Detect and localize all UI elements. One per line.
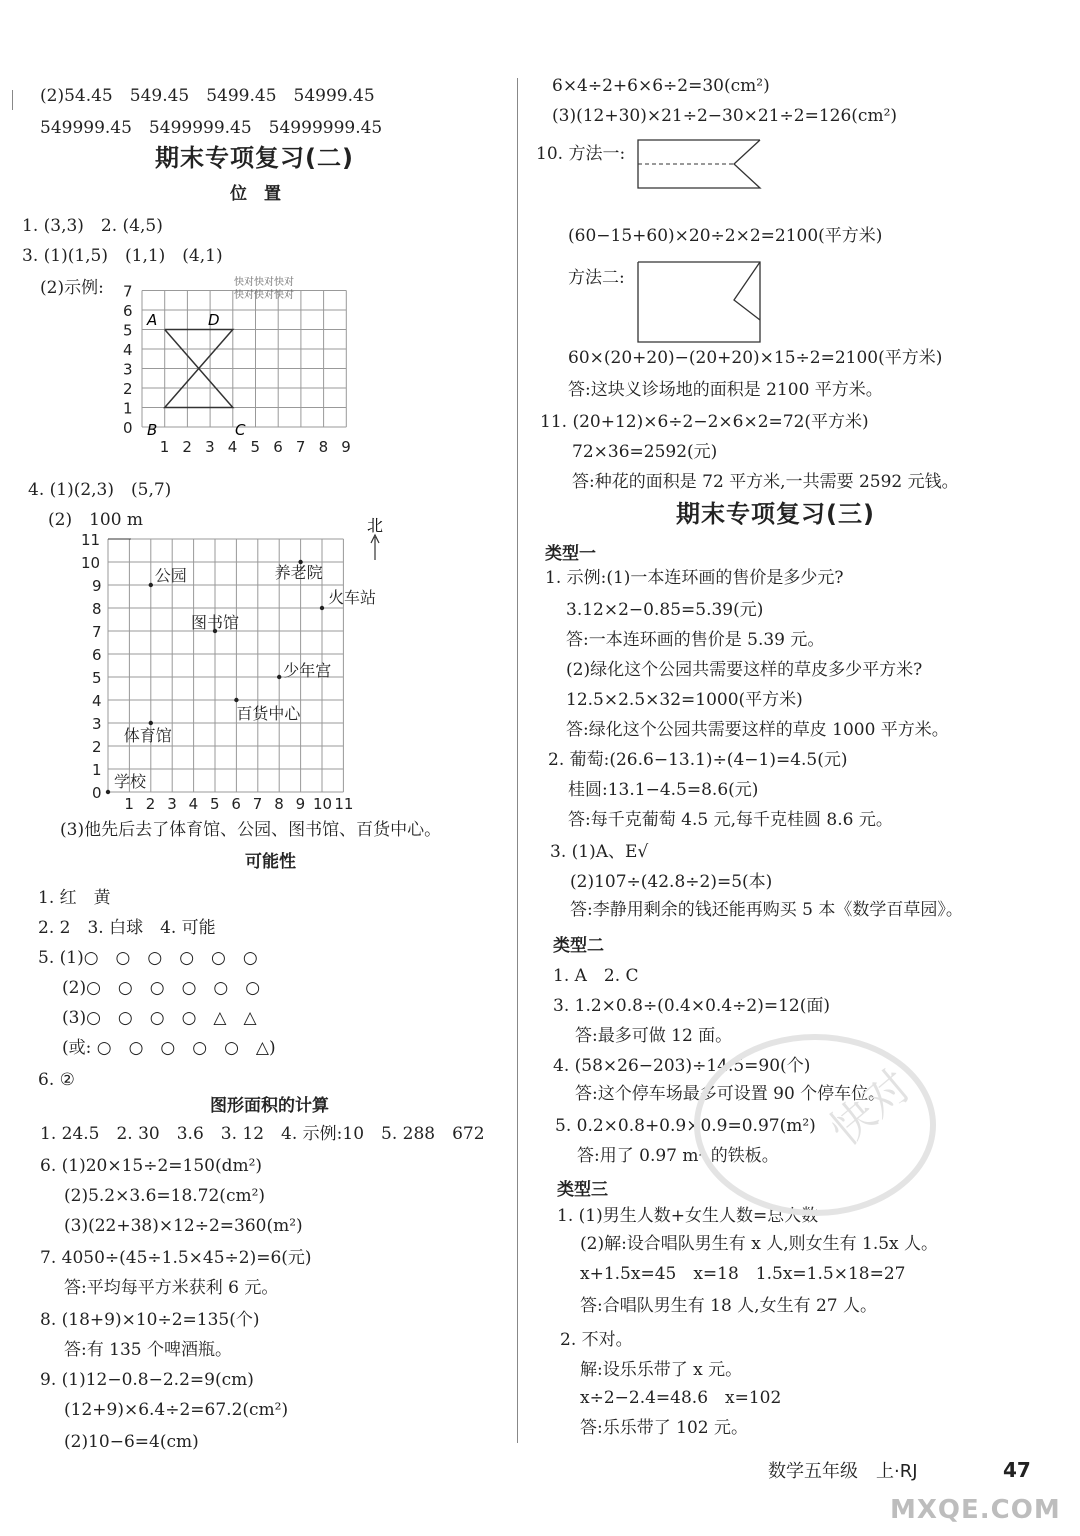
point-d-label: D <box>208 311 220 329</box>
section-title: 期末专项复习(二) <box>155 144 354 172</box>
answer-line: (2)○ ○ ○ ○ ○ ○ <box>62 978 261 998</box>
x-tick-label: 3 <box>205 438 215 456</box>
answer-line: 12.5×2.5×32=1000(平方米) <box>566 690 803 710</box>
subsection-title: 可能性 <box>245 852 296 872</box>
location-point <box>320 606 324 610</box>
type-heading: 类型三 <box>557 1180 608 1200</box>
answer-line: 答:一本连环画的售价是 5.39 元。 <box>566 630 825 650</box>
answer-line: 1. A 2. C <box>553 966 639 986</box>
location-point <box>149 583 153 587</box>
x-tick-label: 10 <box>313 795 333 810</box>
x-tick-label: 11 <box>334 795 354 810</box>
point-a-label: A <box>147 311 158 329</box>
x-tick-label: 6 <box>231 795 241 810</box>
watermark-text: MXQE.COM <box>890 1495 1061 1525</box>
answer-line: 9. (1)12−0.8−2.2=9(cm) <box>40 1370 254 1390</box>
answer-line: (3)○ ○ ○ ○ △ △ <box>62 1008 257 1028</box>
coordinate-grid-1 <box>118 275 358 470</box>
x-tick-label: 3 <box>167 795 177 810</box>
answer-line: (2)10−6=4(cm) <box>64 1432 199 1452</box>
stamp-text: 快对快对快对 <box>234 277 294 288</box>
location-label: 学校 <box>114 772 147 791</box>
y-tick-label: 7 <box>92 623 102 641</box>
answer-line: 6. (1)20×15÷2=150(dm²) <box>40 1156 263 1176</box>
svg-text:快对: 快对 <box>820 1060 921 1157</box>
y-tick-label: 2 <box>123 380 133 398</box>
answer-line: (60−15+60)×20÷2×2=2100(平方米) <box>568 226 883 246</box>
x-tick-label: 5 <box>250 438 261 456</box>
answer-line: 答:李静用剩余的钱还能再购买 5 本《数学百草园》。 <box>570 900 963 920</box>
answer-line: 答:有 135 个啤酒瓶。 <box>64 1340 232 1360</box>
x-tick-label: 7 <box>252 795 263 810</box>
location-label: 火车站 <box>328 588 377 607</box>
answer-line: 1. (1)男生人数+女生人数=总人数 <box>557 1206 819 1226</box>
answer-line: (2) 100 m <box>48 510 144 530</box>
x-tick-label: 4 <box>227 438 238 456</box>
y-tick-label: 1 <box>92 761 102 779</box>
type-heading: 类型一 <box>545 544 596 564</box>
y-tick-label: 0 <box>123 419 133 437</box>
answer-line: x÷2−2.4=48.6 x=102 <box>580 1388 782 1408</box>
answer-line: 1. (3,3) 2. (4,5) <box>22 216 163 236</box>
x-tick-label: 9 <box>295 795 306 810</box>
x-tick-label: 5 <box>210 795 220 810</box>
column-rule-left <box>12 90 13 110</box>
x-tick-label: 6 <box>273 438 283 456</box>
y-tick-label: 8 <box>92 600 102 618</box>
answer-line: 60×(20+20)−(20+20)×15÷2=2100(平方米) <box>568 348 943 368</box>
y-tick-label: 2 <box>92 738 102 756</box>
coordinate-grid-2 <box>75 515 425 810</box>
answer-line: 6. ② <box>38 1070 75 1090</box>
answer-line: 方法二: <box>568 268 625 288</box>
location-label: 体育馆 <box>123 726 172 745</box>
answer-line: 6×4÷2+6×6÷2=30(cm²) <box>552 76 770 96</box>
location-label: 百货中心 <box>236 704 301 723</box>
x-tick-label: 1 <box>159 438 170 456</box>
answer-line: 2. 2 3. 白球 4. 可能 <box>38 918 216 938</box>
answer-line: (3)他先后去了体育馆、公园、图书馆、百货中心。 <box>60 820 442 840</box>
location-point <box>149 721 153 725</box>
x-tick-label: 4 <box>188 795 199 810</box>
location-label: 图书馆 <box>191 613 240 632</box>
answer-line: 答:乐乐带了 102 元。 <box>580 1418 748 1438</box>
point-b-label: B <box>147 421 158 439</box>
answer-line: (2)解:设合唱队男生有 x 人,则女生有 1.5x 人。 <box>580 1234 939 1254</box>
answer-line: 1. 示例:(1)一本连环画的售价是多少元? <box>545 568 844 588</box>
y-tick-label: 6 <box>123 302 133 320</box>
answer-line: 72×36=2592(元) <box>572 442 718 462</box>
answer-line: 2. 葡萄:(26.6−13.1)÷(4−1)=4.5(元) <box>548 750 848 770</box>
subsection-title: 位 置 <box>230 184 281 204</box>
answer-line: 5. 0.2×0.8+0.9×0.9=0.97(m²) <box>555 1116 816 1136</box>
answer-line: 答:每千克葡萄 4.5 元,每千克桂圆 8.6 元。 <box>568 810 893 830</box>
answer-line: x+1.5x=45 x=18 1.5x=1.5×18=27 <box>580 1264 906 1284</box>
location-label: 少年宫 <box>283 661 332 680</box>
answer-line: (2)107÷(42.8÷2)=5(本) <box>570 872 773 892</box>
y-tick-label: 5 <box>123 321 133 340</box>
y-tick-label: 0 <box>92 784 102 802</box>
y-tick-label: 4 <box>123 341 133 359</box>
y-tick-label: 11 <box>81 531 101 549</box>
answer-line: 10. 方法一: <box>536 144 626 164</box>
north-label: 北 <box>367 516 384 535</box>
page-number: 47 <box>1003 1458 1031 1482</box>
answer-line: (或: ○ ○ ○ ○ ○ △) <box>62 1038 276 1058</box>
answer-line: 解:设乐乐带了 x 元。 <box>580 1360 743 1380</box>
location-point <box>277 675 281 679</box>
location-label: 养老院 <box>274 563 323 582</box>
location-label: 公园 <box>154 566 187 585</box>
answer-line: 3. 1.2×0.8÷(0.4×0.4÷2)=12(面) <box>553 996 830 1016</box>
answer-line: 7. 4050÷(45÷1.5×45÷2)=6(元) <box>40 1248 312 1268</box>
answer-line: (2)5.2×3.6=18.72(cm²) <box>64 1186 266 1206</box>
answer-line: 答:最多可做 12 面。 <box>575 1026 733 1046</box>
answer-line: (2)54.45 549.45 5499.45 54999.45 <box>40 86 375 106</box>
answer-line: 1. 红 黄 <box>38 888 111 908</box>
answer-line: 答:种花的面积是 72 平方米,一共需要 2592 元钱。 <box>572 472 959 492</box>
stamp-text: 快对快对快对 <box>234 290 294 301</box>
x-tick-label: 2 <box>145 795 156 810</box>
y-tick-label: 10 <box>81 554 101 572</box>
answer-line: 1. 24.5 2. 30 3.6 3. 12 4. 示例:10 5. 288 672 <box>40 1124 485 1144</box>
answer-line: 3.12×2−0.85=5.39(元) <box>566 600 764 620</box>
x-tick-label: 1 <box>124 795 134 810</box>
y-tick-label: 7 <box>123 282 133 301</box>
answer-line: 11. (20+12)×6÷2−2×6×2=72(平方米) <box>540 412 869 432</box>
y-tick-label: 3 <box>123 360 133 379</box>
footer-label: 数学五年级 上·RJ <box>768 1461 918 1482</box>
answer-line: (2)示例: <box>40 278 104 298</box>
answer-line: 4. (58×26−203)÷14.5=90(个) <box>553 1056 811 1076</box>
answer-line: 8. (18+9)×10÷2=135(个) <box>40 1310 260 1330</box>
x-tick-label: 8 <box>318 438 329 456</box>
answer-line: 3. (1)A、E√ <box>550 842 649 862</box>
answer-line: 549999.45 5499999.45 54999999.45 <box>40 118 383 138</box>
answer-line: 5. (1)○ ○ ○ ○ ○ ○ <box>38 948 258 968</box>
location-point <box>106 790 110 794</box>
answer-line: (3)(22+38)×12÷2=360(m²) <box>64 1216 303 1236</box>
answer-line: 答:这个停车场最多可设置 90 个停车位。 <box>575 1084 886 1104</box>
answer-line: 3. (1)(1,5) (1,1) (4,1) <box>22 246 223 266</box>
y-tick-label: 9 <box>92 577 102 595</box>
answer-line: (3)(12+30)×21÷2−30×21÷2=126(cm²) <box>552 106 898 126</box>
answer-line: 答:绿化这个公园共需要这样的草皮 1000 平方米。 <box>566 720 949 740</box>
y-tick-label: 6 <box>92 646 102 664</box>
x-tick-label: 9 <box>341 438 351 456</box>
x-tick-label: 8 <box>274 795 284 810</box>
subsection-title: 图形面积的计算 <box>210 1096 329 1116</box>
column-rule-mid <box>517 78 518 1443</box>
location-point <box>234 698 238 702</box>
answer-line: 桂圆:13.1−4.5=8.6(元) <box>568 780 759 800</box>
section-title: 期末专项复习(三) <box>676 500 875 528</box>
field-figure-method-1 <box>636 138 766 190</box>
answer-line: 答:这块义诊场地的面积是 2100 平方米。 <box>568 380 883 400</box>
watermark-seal <box>690 1030 940 1220</box>
answer-line: 答:平均每平方米获利 6 元。 <box>64 1278 279 1298</box>
field-figure-method-2 <box>636 260 766 344</box>
y-tick-label: 5 <box>92 669 102 687</box>
y-tick-label: 4 <box>92 692 102 710</box>
answer-line: 答:合唱队男生有 18 人,女生有 27 人。 <box>580 1296 878 1316</box>
answer-line: (2)绿化这个公园共需要这样的草皮多少平方米? <box>566 660 923 680</box>
y-tick-label: 3 <box>92 715 102 733</box>
answer-line: 4. (1)(2,3) (5,7) <box>28 480 172 500</box>
answer-line: (12+9)×6.4÷2=67.2(cm²) <box>64 1400 289 1420</box>
x-tick-label: 2 <box>182 438 192 456</box>
point-c-label: C <box>235 421 246 439</box>
answer-line: 答:用了 0.97 m² 的铁板。 <box>577 1146 779 1166</box>
y-tick-label: 1 <box>123 399 133 418</box>
x-tick-label: 7 <box>295 438 306 456</box>
answer-line: 2. 不对。 <box>560 1330 633 1350</box>
type-heading: 类型二 <box>553 936 604 956</box>
